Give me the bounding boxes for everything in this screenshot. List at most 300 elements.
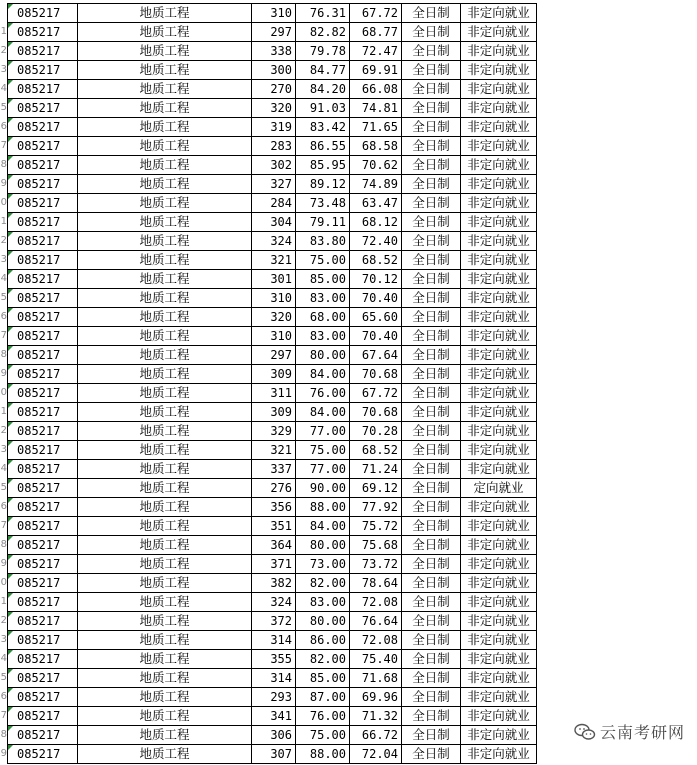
cell-score1[interactable]: 73.48 <box>296 194 350 213</box>
cell-mode[interactable]: 全日制 <box>402 194 461 213</box>
row-header[interactable]: 1 <box>0 213 8 232</box>
cell-mode[interactable]: 全日制 <box>402 270 461 289</box>
cell-major[interactable]: 地质工程 <box>78 156 252 175</box>
row-header[interactable]: 8 <box>0 346 8 365</box>
cell-empty[interactable] <box>537 213 684 232</box>
cell-empty[interactable] <box>537 384 684 403</box>
cell-empty[interactable] <box>537 574 684 593</box>
cell-score1[interactable]: 84.00 <box>296 403 350 422</box>
cell-score2[interactable]: 72.08 <box>350 593 402 612</box>
row-header[interactable]: 3 <box>0 441 8 460</box>
cell-score1[interactable]: 89.12 <box>296 175 350 194</box>
row-header[interactable]: 9 <box>0 365 8 384</box>
cell-direction[interactable]: 非定向就业 <box>461 574 537 593</box>
cell-direction[interactable]: 非定向就业 <box>461 384 537 403</box>
cell-mode[interactable]: 全日制 <box>402 650 461 669</box>
cell-score1[interactable]: 87.00 <box>296 688 350 707</box>
cell-direction[interactable]: 非定向就业 <box>461 593 537 612</box>
cell-score1[interactable]: 84.20 <box>296 80 350 99</box>
cell-total[interactable]: 329 <box>252 422 296 441</box>
cell-total[interactable]: 297 <box>252 346 296 365</box>
cell-score2[interactable]: 78.64 <box>350 574 402 593</box>
cell-empty[interactable] <box>537 289 684 308</box>
cell-empty[interactable] <box>537 118 684 137</box>
cell-direction[interactable]: 非定向就业 <box>461 289 537 308</box>
cell-major[interactable]: 地质工程 <box>78 726 252 745</box>
cell-empty[interactable] <box>537 745 684 764</box>
cell-empty[interactable] <box>537 4 684 23</box>
cell-total[interactable]: 276 <box>252 479 296 498</box>
cell-score1[interactable]: 84.00 <box>296 365 350 384</box>
row-header[interactable]: 9 <box>0 745 8 764</box>
cell-code[interactable] <box>8 536 78 555</box>
cell-code[interactable] <box>8 650 78 669</box>
cell-score1[interactable]: 85.00 <box>296 669 350 688</box>
cell-total[interactable]: 301 <box>252 270 296 289</box>
row-header[interactable]: 8 <box>0 156 8 175</box>
cell-score2[interactable]: 68.58 <box>350 137 402 156</box>
cell-major[interactable]: 地质工程 <box>78 270 252 289</box>
cell-direction[interactable]: 定向就业 <box>461 479 537 498</box>
cell-total[interactable]: 302 <box>252 156 296 175</box>
cell-total[interactable]: 356 <box>252 498 296 517</box>
cell-total[interactable]: 321 <box>252 251 296 270</box>
cell-score1[interactable]: 83.00 <box>296 593 350 612</box>
cell-score2[interactable]: 71.24 <box>350 460 402 479</box>
cell-major[interactable]: 地质工程 <box>78 574 252 593</box>
row-header[interactable]: 5 <box>0 289 8 308</box>
cell-empty[interactable] <box>537 23 684 42</box>
cell-mode[interactable]: 全日制 <box>402 365 461 384</box>
cell-score1[interactable]: 80.00 <box>296 346 350 365</box>
cell-score1[interactable]: 76.31 <box>296 4 350 23</box>
cell-empty[interactable] <box>537 612 684 631</box>
cell-mode[interactable]: 全日制 <box>402 327 461 346</box>
cell-direction[interactable]: 非定向就业 <box>461 650 537 669</box>
cell-major[interactable]: 地质工程 <box>78 498 252 517</box>
cell-total[interactable]: 314 <box>252 669 296 688</box>
cell-mode[interactable]: 全日制 <box>402 137 461 156</box>
row-header[interactable]: 0 <box>0 384 8 403</box>
cell-score1[interactable]: 76.00 <box>296 384 350 403</box>
cell-total[interactable]: 314 <box>252 631 296 650</box>
row-header[interactable]: 7 <box>0 707 8 726</box>
cell-empty[interactable] <box>537 669 684 688</box>
cell-mode[interactable]: 全日制 <box>402 479 461 498</box>
cell-score1[interactable]: 68.00 <box>296 308 350 327</box>
cell-direction[interactable]: 非定向就业 <box>461 213 537 232</box>
cell-code[interactable] <box>8 23 78 42</box>
cell-code[interactable] <box>8 745 78 764</box>
cell-major[interactable]: 地质工程 <box>78 593 252 612</box>
row-header[interactable]: 4 <box>0 270 8 289</box>
cell-score1[interactable]: 80.00 <box>296 612 350 631</box>
cell-total[interactable]: 351 <box>252 517 296 536</box>
cell-mode[interactable]: 全日制 <box>402 384 461 403</box>
cell-score2[interactable]: 71.32 <box>350 707 402 726</box>
cell-mode[interactable]: 全日制 <box>402 498 461 517</box>
cell-code[interactable] <box>8 726 78 745</box>
cell-major[interactable]: 地质工程 <box>78 99 252 118</box>
cell-code[interactable] <box>8 612 78 631</box>
cell-major[interactable]: 地质工程 <box>78 688 252 707</box>
cell-score1[interactable]: 80.00 <box>296 536 350 555</box>
cell-direction[interactable]: 非定向就业 <box>461 707 537 726</box>
cell-major[interactable]: 地质工程 <box>78 631 252 650</box>
cell-mode[interactable]: 全日制 <box>402 688 461 707</box>
cell-mode[interactable]: 全日制 <box>402 42 461 61</box>
cell-major[interactable]: 地质工程 <box>78 61 252 80</box>
cell-mode[interactable]: 全日制 <box>402 422 461 441</box>
cell-score2[interactable]: 70.68 <box>350 365 402 384</box>
cell-score1[interactable]: 83.00 <box>296 327 350 346</box>
cell-code[interactable] <box>8 80 78 99</box>
cell-score1[interactable]: 77.00 <box>296 460 350 479</box>
cell-direction[interactable]: 非定向就业 <box>461 137 537 156</box>
cell-major[interactable]: 地质工程 <box>78 80 252 99</box>
cell-score2[interactable]: 68.52 <box>350 251 402 270</box>
cell-score1[interactable]: 86.00 <box>296 631 350 650</box>
cell-mode[interactable]: 全日制 <box>402 289 461 308</box>
cell-major[interactable]: 地质工程 <box>78 232 252 251</box>
cell-total[interactable]: 284 <box>252 194 296 213</box>
cell-code[interactable] <box>8 517 78 536</box>
cell-code[interactable] <box>8 346 78 365</box>
cell-score1[interactable]: 88.00 <box>296 498 350 517</box>
cell-mode[interactable]: 全日制 <box>402 593 461 612</box>
cell-major[interactable]: 地质工程 <box>78 536 252 555</box>
cell-mode[interactable]: 全日制 <box>402 403 461 422</box>
cell-score2[interactable]: 65.60 <box>350 308 402 327</box>
cell-code[interactable] <box>8 308 78 327</box>
cell-score1[interactable]: 84.00 <box>296 517 350 536</box>
cell-major[interactable]: 地质工程 <box>78 745 252 764</box>
cell-score2[interactable]: 75.72 <box>350 517 402 536</box>
cell-major[interactable]: 地质工程 <box>78 707 252 726</box>
cell-direction[interactable]: 非定向就业 <box>461 460 537 479</box>
cell-score2[interactable]: 70.62 <box>350 156 402 175</box>
cell-score1[interactable]: 79.11 <box>296 213 350 232</box>
cell-score2[interactable]: 75.40 <box>350 650 402 669</box>
cell-score1[interactable]: 83.80 <box>296 232 350 251</box>
cell-direction[interactable]: 非定向就业 <box>461 745 537 764</box>
cell-score2[interactable]: 72.47 <box>350 42 402 61</box>
cell-empty[interactable] <box>537 270 684 289</box>
cell-direction[interactable]: 非定向就业 <box>461 99 537 118</box>
cell-score2[interactable]: 70.40 <box>350 289 402 308</box>
cell-code[interactable] <box>8 213 78 232</box>
cell-score2[interactable]: 72.08 <box>350 631 402 650</box>
cell-mode[interactable]: 全日制 <box>402 80 461 99</box>
cell-empty[interactable] <box>537 156 684 175</box>
row-header[interactable]: 6 <box>0 688 8 707</box>
cell-direction[interactable]: 非定向就业 <box>461 118 537 137</box>
cell-mode[interactable]: 全日制 <box>402 4 461 23</box>
cell-direction[interactable]: 非定向就业 <box>461 175 537 194</box>
row-header[interactable]: 3 <box>0 251 8 270</box>
cell-score1[interactable]: 75.00 <box>296 251 350 270</box>
cell-score1[interactable]: 84.77 <box>296 61 350 80</box>
cell-score1[interactable]: 82.00 <box>296 650 350 669</box>
row-header[interactable]: 9 <box>0 175 8 194</box>
cell-direction[interactable]: 非定向就业 <box>461 232 537 251</box>
cell-code[interactable] <box>8 441 78 460</box>
cell-score1[interactable]: 91.03 <box>296 99 350 118</box>
cell-total[interactable]: 338 <box>252 42 296 61</box>
cell-score2[interactable]: 75.68 <box>350 536 402 555</box>
cell-total[interactable]: 320 <box>252 99 296 118</box>
cell-mode[interactable]: 全日制 <box>402 631 461 650</box>
cell-code[interactable] <box>8 460 78 479</box>
cell-direction[interactable]: 非定向就业 <box>461 422 537 441</box>
cell-score1[interactable]: 83.00 <box>296 289 350 308</box>
cell-direction[interactable]: 非定向就业 <box>461 612 537 631</box>
cell-mode[interactable]: 全日制 <box>402 669 461 688</box>
row-header[interactable]: 6 <box>0 118 8 137</box>
cell-direction[interactable]: 非定向就业 <box>461 403 537 422</box>
cell-major[interactable]: 地质工程 <box>78 213 252 232</box>
row-header[interactable]: 7 <box>0 137 8 156</box>
cell-code[interactable] <box>8 593 78 612</box>
cell-total[interactable]: 311 <box>252 384 296 403</box>
cell-direction[interactable]: 非定向就业 <box>461 308 537 327</box>
cell-direction[interactable]: 非定向就业 <box>461 517 537 536</box>
cell-total[interactable]: 270 <box>252 80 296 99</box>
cell-total[interactable]: 320 <box>252 308 296 327</box>
cell-empty[interactable] <box>537 42 684 61</box>
cell-score2[interactable]: 76.64 <box>350 612 402 631</box>
cell-score1[interactable]: 83.42 <box>296 118 350 137</box>
cell-mode[interactable]: 全日制 <box>402 555 461 574</box>
cell-empty[interactable] <box>537 194 684 213</box>
cell-mode[interactable]: 全日制 <box>402 612 461 631</box>
cell-direction[interactable]: 非定向就业 <box>461 42 537 61</box>
row-header[interactable]: 0 <box>0 194 8 213</box>
cell-score1[interactable]: 73.00 <box>296 555 350 574</box>
cell-score2[interactable]: 73.72 <box>350 555 402 574</box>
cell-empty[interactable] <box>537 251 684 270</box>
row-header[interactable]: 4 <box>0 460 8 479</box>
cell-score2[interactable]: 70.28 <box>350 422 402 441</box>
cell-score2[interactable]: 70.68 <box>350 403 402 422</box>
cell-major[interactable]: 地质工程 <box>78 118 252 137</box>
cell-empty[interactable] <box>537 555 684 574</box>
cell-score2[interactable]: 67.64 <box>350 346 402 365</box>
row-header[interactable]: 3 <box>0 61 8 80</box>
row-header[interactable]: 9 <box>0 555 8 574</box>
cell-empty[interactable] <box>537 365 684 384</box>
cell-score2[interactable]: 68.12 <box>350 213 402 232</box>
cell-mode[interactable]: 全日制 <box>402 99 461 118</box>
cell-direction[interactable]: 非定向就业 <box>461 555 537 574</box>
cell-empty[interactable] <box>537 460 684 479</box>
cell-score1[interactable]: 79.78 <box>296 42 350 61</box>
cell-code[interactable] <box>8 707 78 726</box>
cell-code[interactable] <box>8 232 78 251</box>
row-header[interactable]: 1 <box>0 593 8 612</box>
cell-major[interactable]: 地质工程 <box>78 669 252 688</box>
cell-score2[interactable]: 69.96 <box>350 688 402 707</box>
cell-empty[interactable] <box>537 80 684 99</box>
cell-score1[interactable]: 77.00 <box>296 422 350 441</box>
cell-mode[interactable]: 全日制 <box>402 346 461 365</box>
cell-mode[interactable]: 全日制 <box>402 213 461 232</box>
row-header[interactable]: 1 <box>0 23 8 42</box>
cell-major[interactable]: 地质工程 <box>78 612 252 631</box>
cell-major[interactable]: 地质工程 <box>78 441 252 460</box>
cell-mode[interactable]: 全日制 <box>402 460 461 479</box>
cell-score2[interactable]: 68.77 <box>350 23 402 42</box>
cell-empty[interactable] <box>537 422 684 441</box>
cell-total[interactable]: 321 <box>252 441 296 460</box>
cell-score2[interactable]: 72.04 <box>350 745 402 764</box>
cell-score2[interactable]: 68.52 <box>350 441 402 460</box>
cell-direction[interactable]: 非定向就业 <box>461 4 537 23</box>
row-header[interactable]: 7 <box>0 517 8 536</box>
cell-empty[interactable] <box>537 327 684 346</box>
cell-code[interactable] <box>8 194 78 213</box>
cell-code[interactable] <box>8 42 78 61</box>
cell-major[interactable]: 地质工程 <box>78 650 252 669</box>
cell-major[interactable]: 地质工程 <box>78 289 252 308</box>
cell-score2[interactable]: 67.72 <box>350 384 402 403</box>
cell-score1[interactable]: 86.55 <box>296 137 350 156</box>
cell-code[interactable] <box>8 403 78 422</box>
row-header[interactable]: 0 <box>0 574 8 593</box>
cell-total[interactable]: 364 <box>252 536 296 555</box>
cell-major[interactable]: 地质工程 <box>78 460 252 479</box>
row-header[interactable]: 2 <box>0 422 8 441</box>
cell-direction[interactable]: 非定向就业 <box>461 631 537 650</box>
cell-score2[interactable]: 70.40 <box>350 327 402 346</box>
cell-score2[interactable]: 71.65 <box>350 118 402 137</box>
cell-total[interactable]: 319 <box>252 118 296 137</box>
cell-mode[interactable]: 全日制 <box>402 232 461 251</box>
cell-empty[interactable] <box>537 517 684 536</box>
cell-score2[interactable]: 69.12 <box>350 479 402 498</box>
cell-direction[interactable]: 非定向就业 <box>461 536 537 555</box>
row-header[interactable] <box>0 4 8 23</box>
cell-empty[interactable] <box>537 631 684 650</box>
cell-total[interactable]: 309 <box>252 403 296 422</box>
cell-code[interactable] <box>8 631 78 650</box>
cell-score1[interactable]: 76.00 <box>296 707 350 726</box>
cell-empty[interactable] <box>537 232 684 251</box>
cell-code[interactable] <box>8 688 78 707</box>
cell-major[interactable]: 地质工程 <box>78 175 252 194</box>
cell-major[interactable]: 地质工程 <box>78 422 252 441</box>
cell-score2[interactable]: 66.08 <box>350 80 402 99</box>
cell-empty[interactable] <box>537 61 684 80</box>
cell-mode[interactable]: 全日制 <box>402 536 461 555</box>
cell-total[interactable]: 307 <box>252 745 296 764</box>
cell-mode[interactable]: 全日制 <box>402 441 461 460</box>
cell-total[interactable]: 324 <box>252 593 296 612</box>
cell-major[interactable]: 地质工程 <box>78 308 252 327</box>
cell-code[interactable] <box>8 422 78 441</box>
cell-major[interactable]: 地质工程 <box>78 42 252 61</box>
cell-code[interactable] <box>8 669 78 688</box>
cell-total[interactable]: 297 <box>252 23 296 42</box>
cell-code[interactable] <box>8 327 78 346</box>
cell-total[interactable]: 324 <box>252 232 296 251</box>
cell-score2[interactable]: 63.47 <box>350 194 402 213</box>
cell-major[interactable]: 地质工程 <box>78 194 252 213</box>
cell-score2[interactable]: 77.92 <box>350 498 402 517</box>
cell-direction[interactable]: 非定向就业 <box>461 156 537 175</box>
cell-direction[interactable]: 非定向就业 <box>461 327 537 346</box>
cell-empty[interactable] <box>537 479 684 498</box>
cell-code[interactable] <box>8 479 78 498</box>
row-header[interactable]: 2 <box>0 612 8 631</box>
cell-total[interactable]: 310 <box>252 289 296 308</box>
cell-code[interactable] <box>8 156 78 175</box>
cell-score1[interactable]: 88.00 <box>296 745 350 764</box>
row-header[interactable]: 2 <box>0 42 8 61</box>
cell-score2[interactable]: 72.40 <box>350 232 402 251</box>
cell-code[interactable] <box>8 4 78 23</box>
cell-mode[interactable]: 全日制 <box>402 707 461 726</box>
cell-mode[interactable]: 全日制 <box>402 517 461 536</box>
cell-empty[interactable] <box>537 593 684 612</box>
row-header[interactable]: 4 <box>0 80 8 99</box>
cell-code[interactable] <box>8 498 78 517</box>
row-header[interactable]: 6 <box>0 308 8 327</box>
row-header[interactable]: 6 <box>0 498 8 517</box>
cell-code[interactable] <box>8 365 78 384</box>
row-header[interactable]: 8 <box>0 726 8 745</box>
cell-score1[interactable]: 75.00 <box>296 441 350 460</box>
cell-direction[interactable]: 非定向就业 <box>461 80 537 99</box>
cell-score2[interactable]: 74.81 <box>350 99 402 118</box>
cell-direction[interactable]: 非定向就业 <box>461 441 537 460</box>
row-header[interactable]: 3 <box>0 631 8 650</box>
cell-empty[interactable] <box>537 308 684 327</box>
cell-empty[interactable] <box>537 175 684 194</box>
cell-total[interactable]: 355 <box>252 650 296 669</box>
cell-mode[interactable]: 全日制 <box>402 61 461 80</box>
cell-major[interactable]: 地质工程 <box>78 346 252 365</box>
cell-total[interactable]: 304 <box>252 213 296 232</box>
cell-direction[interactable]: 非定向就业 <box>461 270 537 289</box>
cell-code[interactable] <box>8 61 78 80</box>
cell-mode[interactable]: 全日制 <box>402 23 461 42</box>
cell-code[interactable] <box>8 574 78 593</box>
row-header[interactable]: 5 <box>0 669 8 688</box>
cell-empty[interactable] <box>537 346 684 365</box>
cell-direction[interactable]: 非定向就业 <box>461 669 537 688</box>
cell-total[interactable]: 327 <box>252 175 296 194</box>
cell-code[interactable] <box>8 118 78 137</box>
cell-empty[interactable] <box>537 498 684 517</box>
row-header[interactable]: 5 <box>0 479 8 498</box>
cell-direction[interactable]: 非定向就业 <box>461 688 537 707</box>
cell-mode[interactable]: 全日制 <box>402 156 461 175</box>
cell-direction[interactable]: 非定向就业 <box>461 365 537 384</box>
cell-score2[interactable]: 67.72 <box>350 4 402 23</box>
cell-score2[interactable]: 71.68 <box>350 669 402 688</box>
cell-score1[interactable]: 82.82 <box>296 23 350 42</box>
cell-score1[interactable]: 90.00 <box>296 479 350 498</box>
cell-total[interactable]: 310 <box>252 327 296 346</box>
cell-major[interactable]: 地质工程 <box>78 479 252 498</box>
row-header[interactable]: 4 <box>0 650 8 669</box>
cell-major[interactable]: 地质工程 <box>78 137 252 156</box>
cell-mode[interactable]: 全日制 <box>402 726 461 745</box>
cell-total[interactable]: 382 <box>252 574 296 593</box>
cell-mode[interactable]: 全日制 <box>402 574 461 593</box>
cell-total[interactable]: 309 <box>252 365 296 384</box>
